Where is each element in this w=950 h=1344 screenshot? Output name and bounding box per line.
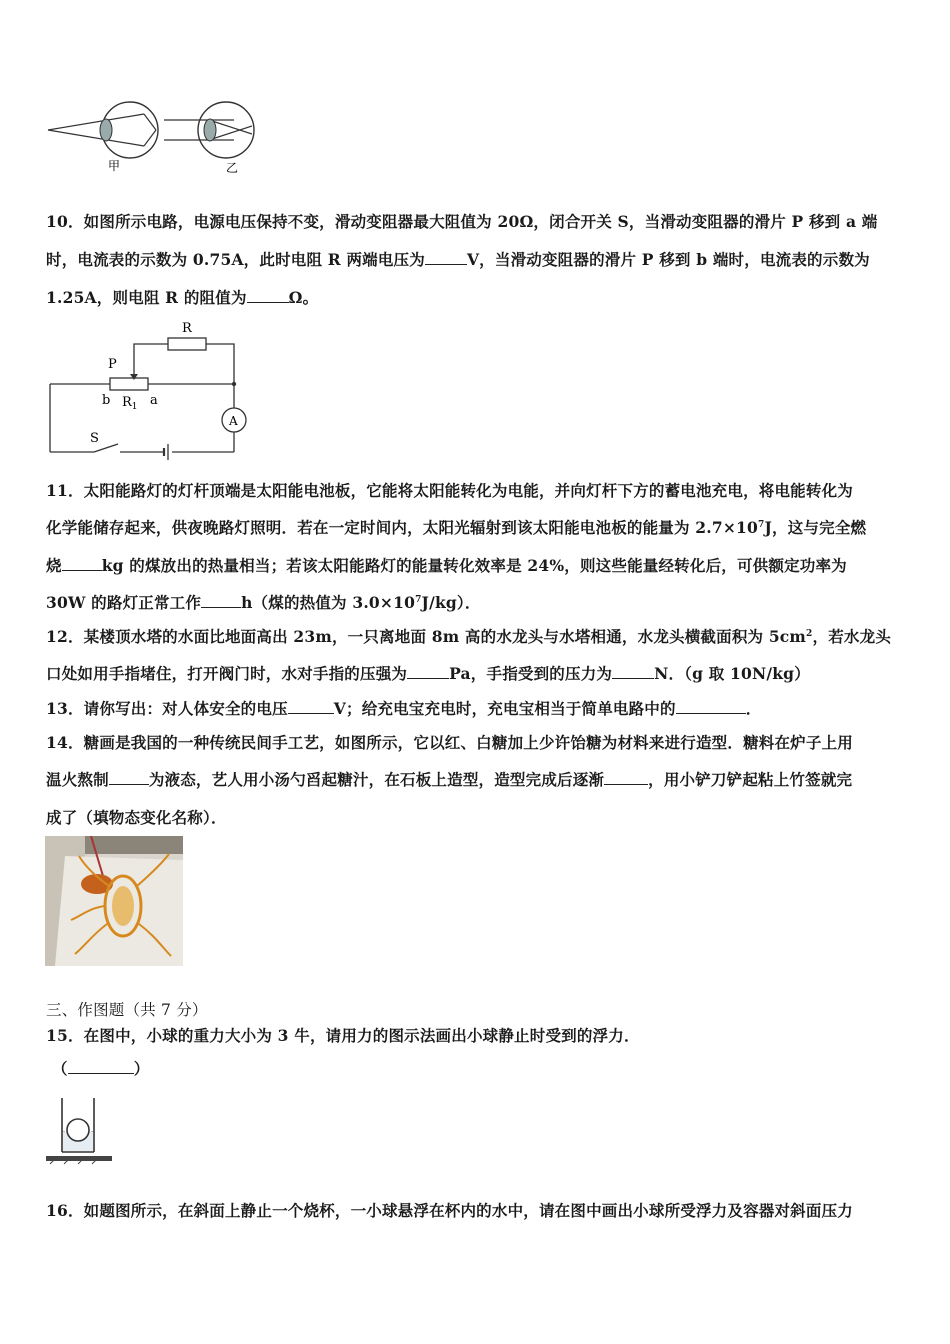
circuit-label-r1: $R_1$	[122, 395, 138, 412]
q12-blank-pressure[interactable]	[407, 664, 449, 679]
switch-label: S	[90, 431, 99, 446]
ammeter-label: A	[229, 414, 238, 428]
q14-blank-melting[interactable]	[109, 770, 149, 785]
q13-blank-component[interactable]	[676, 699, 746, 714]
sugar-painting-photo	[45, 836, 183, 966]
q11-blank-hours[interactable]	[201, 593, 241, 608]
q11-line2: 化学能储存起来，供夜晚路灯照明．若在一定时间内，太阳光辐射到该太阳能电池板的能量为 $2.7\times 10^7J$，这与完全燃	[46, 518, 867, 537]
circuit-label-a: a	[150, 393, 158, 408]
q14-line1: 14．糖画是我国的一种传统民间手工艺，如图所示，它以红、白糖加上少许饴糖为材料来进行造型．糖料在炉子上用	[46, 733, 853, 752]
q10-blank-resistance[interactable]	[247, 288, 289, 303]
eye-diagrams	[44, 98, 264, 178]
q15-answer: （ ）	[52, 1059, 150, 1078]
q10-line2: 时，电流表的示数为 0.75A，此时电阻 R 两端电压为 V，当滑动变阻器的滑片 P 移到 b 端时，电流表的示数为	[46, 250, 870, 269]
q10-blank-voltage[interactable]	[425, 250, 467, 265]
q13-line1: 13．请你写出：对人体安全的电压 V；给充电宝充电时，充电宝相当于简单电路中的 ．	[46, 699, 762, 718]
q12-blank-force[interactable]	[612, 664, 654, 679]
q14-line3: 成了（填物态变化名称）．	[46, 808, 227, 827]
eye-label-a: 甲	[108, 159, 121, 173]
beaker-ball-diagram	[44, 1094, 118, 1168]
eye-diagram-b	[164, 102, 254, 175]
q15-answer-blank[interactable]	[68, 1059, 134, 1074]
q13-blank-voltage[interactable]	[288, 699, 334, 714]
section-3-heading: 三、作图题（共 7 分）	[46, 1001, 208, 1019]
q12-line1: 12．某楼顶水塔的水面比地面高出 23m，一只离地面 8m 高的水龙头与水塔相通，水龙头横截面积为 $5cm^2$，若水龙头	[46, 627, 892, 646]
q11-line4: 30W 的路灯正常工作 h（煤的热值为 $3.0\times 10^7J/kg$）．	[46, 593, 481, 612]
q11-line3: 烧 kg 的煤放出的热量相当；若该太阳能路灯的能量转化效率是 24%，则这些能量经转化后，可供额定功率为	[46, 556, 847, 575]
circuit-label-p: P	[108, 357, 117, 372]
q11-blank-coal-mass[interactable]	[62, 556, 102, 571]
q14-blank-solidifying[interactable]	[604, 770, 648, 785]
q11-line1: 11．太阳能路灯的灯杆顶端是太阳能电池板，它能将太阳能转化为电能，并向灯杆下方的蓄电池充电，将电能转化为	[46, 481, 853, 500]
q14-line2: 温火熬制 为液态，艺人用小汤勺舀起糖汁，在石板上造型，造型完成后逐渐 ，用小铲刀铲起粘上竹签就完	[46, 770, 853, 789]
circuit-diagram	[44, 318, 274, 466]
eye-diagram-a	[48, 102, 158, 173]
q10-line3: 1.25A，则电阻 R 的阻值为 Ω。	[46, 288, 319, 307]
eye-label-b: 乙	[226, 161, 239, 175]
circuit-label-b: b	[102, 393, 111, 408]
q12-line2: 口处如用手指堵住，打开阀门时，水对手指的压强为 Pa，手指受到的压力为 N．（g 取 10N/kg）	[46, 664, 810, 683]
q16-line1: 16．如题图所示，在斜面上静止一个烧杯，一小球悬浮在杯内的水中，请在图中画出小球所受浮力及容器对斜面压力	[46, 1201, 853, 1220]
q15-line1: 15．在图中，小球的重力大小为 3 牛，请用力的图示法画出小球静止时受到的浮力．	[46, 1026, 640, 1045]
q10-line1: 10．如图所示电路，电源电压保持不变，滑动变阻器最大阻值为 20Ω，闭合开关 S，当滑动变阻器的滑片 P 移到 a 端	[46, 212, 878, 231]
circuit-label-r: R	[182, 321, 192, 336]
